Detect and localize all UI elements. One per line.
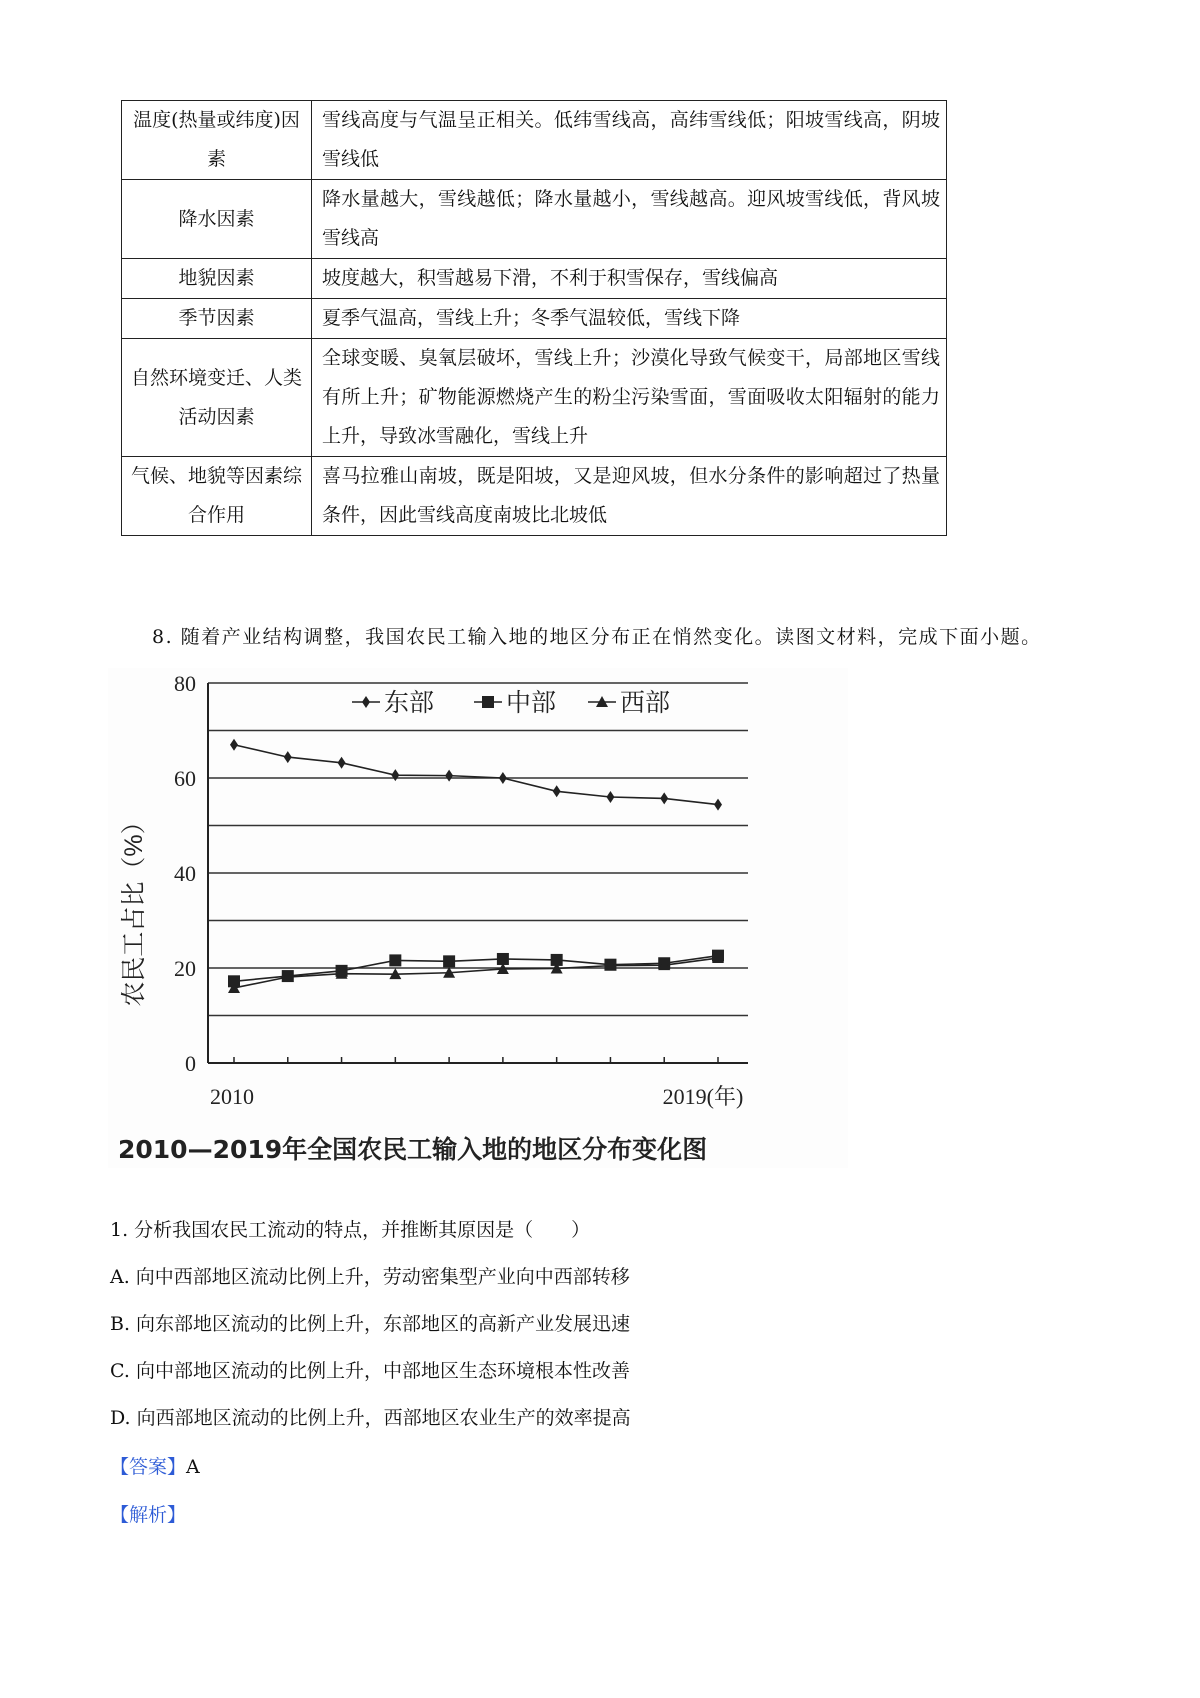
factor-name: 自然环境变迁、人类活动因素 (122, 339, 312, 457)
table-row (122, 299, 947, 339)
data-point-square (443, 955, 455, 967)
table-row (122, 180, 947, 259)
factor-desc: 喜马拉雅山南坡，既是阳坡，又是迎风坡，但水分条件的影响超过了热量条件，因此雪线高度南坡比北坡低 (312, 457, 947, 536)
y-tick-label: 60 (174, 766, 196, 791)
factor-desc: 全球变暖、臭氧层破坏，雪线上升；沙漠化导致气候变干，局部地区雪线有所上升；矿物能源燃烧产生的粉尘污染雪面，雪面吸收太阳辐射的能力上升，导致冰雪融化，雪线上升 (312, 339, 947, 457)
analysis-tag: 【解析】 (110, 1504, 187, 1526)
question-stem: 8. 随着产业结构调整，我国农民工输入地的地区分布正在悄然变化。读图文材料，完成下面小题。 (152, 626, 1042, 648)
legend-label: 东部 (384, 688, 435, 717)
option-b: B. 向东部地区流动的比例上升，东部地区的高新产业发展迅速 (110, 1313, 631, 1335)
snowline-factor-table (121, 100, 947, 536)
migrant-worker-distribution-chart (108, 668, 848, 1168)
factor-name: 降水因素 (122, 180, 312, 259)
factor-desc: 坡度越大，积雪越易下滑，不利于积雪保存，雪线偏高 (312, 259, 947, 299)
legend-label: 西部 (620, 688, 671, 717)
answer-line (110, 1452, 200, 1479)
answer-tag: 【答案】 (110, 1456, 187, 1478)
chart-title: 2010—2019年全国农民工输入地的地区分布变化图 (118, 1135, 708, 1164)
factor-name: 温度(热量或纬度)因素 (122, 101, 312, 180)
x-tick-label: 2010 (210, 1084, 254, 1109)
chart-legend (352, 688, 670, 717)
data-point-square (389, 954, 401, 966)
factor-name: 地貌因素 (122, 259, 312, 299)
legend-marker-square (482, 696, 494, 708)
table-row (122, 101, 947, 180)
table-row (122, 457, 947, 536)
factor-desc: 雪线高度与气温呈正相关。低纬雪线高，高纬雪线低；阳坡雪线高，阴坡雪线低 (312, 101, 947, 180)
table-row (122, 259, 947, 299)
option-d: D. 向西部地区流动的比例上升，西部地区农业生产的效率提高 (110, 1407, 631, 1429)
factor-name: 季节因素 (122, 299, 312, 339)
y-tick-label: 40 (174, 861, 196, 886)
option-a: A. 向中西部地区流动比例上升，劳动密集型产业向中西部转移 (110, 1266, 630, 1288)
answer-value: A (186, 1456, 200, 1478)
option-c: C. 向中部地区流动的比例上升，中部地区生态环境根本性改善 (110, 1360, 630, 1382)
question-prompt: 1. 分析我国农民工流动的特点，并推断其原因是（ ） (110, 1219, 591, 1241)
factor-desc: 降水量越大，雪线越低；降水量越小，雪线越高。迎风坡雪线低，背风坡雪线高 (312, 180, 947, 259)
analysis-line (110, 1500, 186, 1527)
y-axis-label: 农民工占比（%） (120, 809, 148, 1007)
y-tick-label: 20 (174, 956, 196, 981)
factor-desc: 夏季气温高，雪线上升；冬季气温较低，雪线下降 (312, 299, 947, 339)
factor-name: 气候、地貌等因素综合作用 (122, 457, 312, 536)
legend-label: 中部 (506, 688, 557, 717)
x-tick-label: 2019(年) (662, 1084, 744, 1109)
y-tick-label: 0 (185, 1051, 196, 1076)
table-row (122, 339, 947, 457)
y-tick-label: 80 (174, 671, 196, 696)
